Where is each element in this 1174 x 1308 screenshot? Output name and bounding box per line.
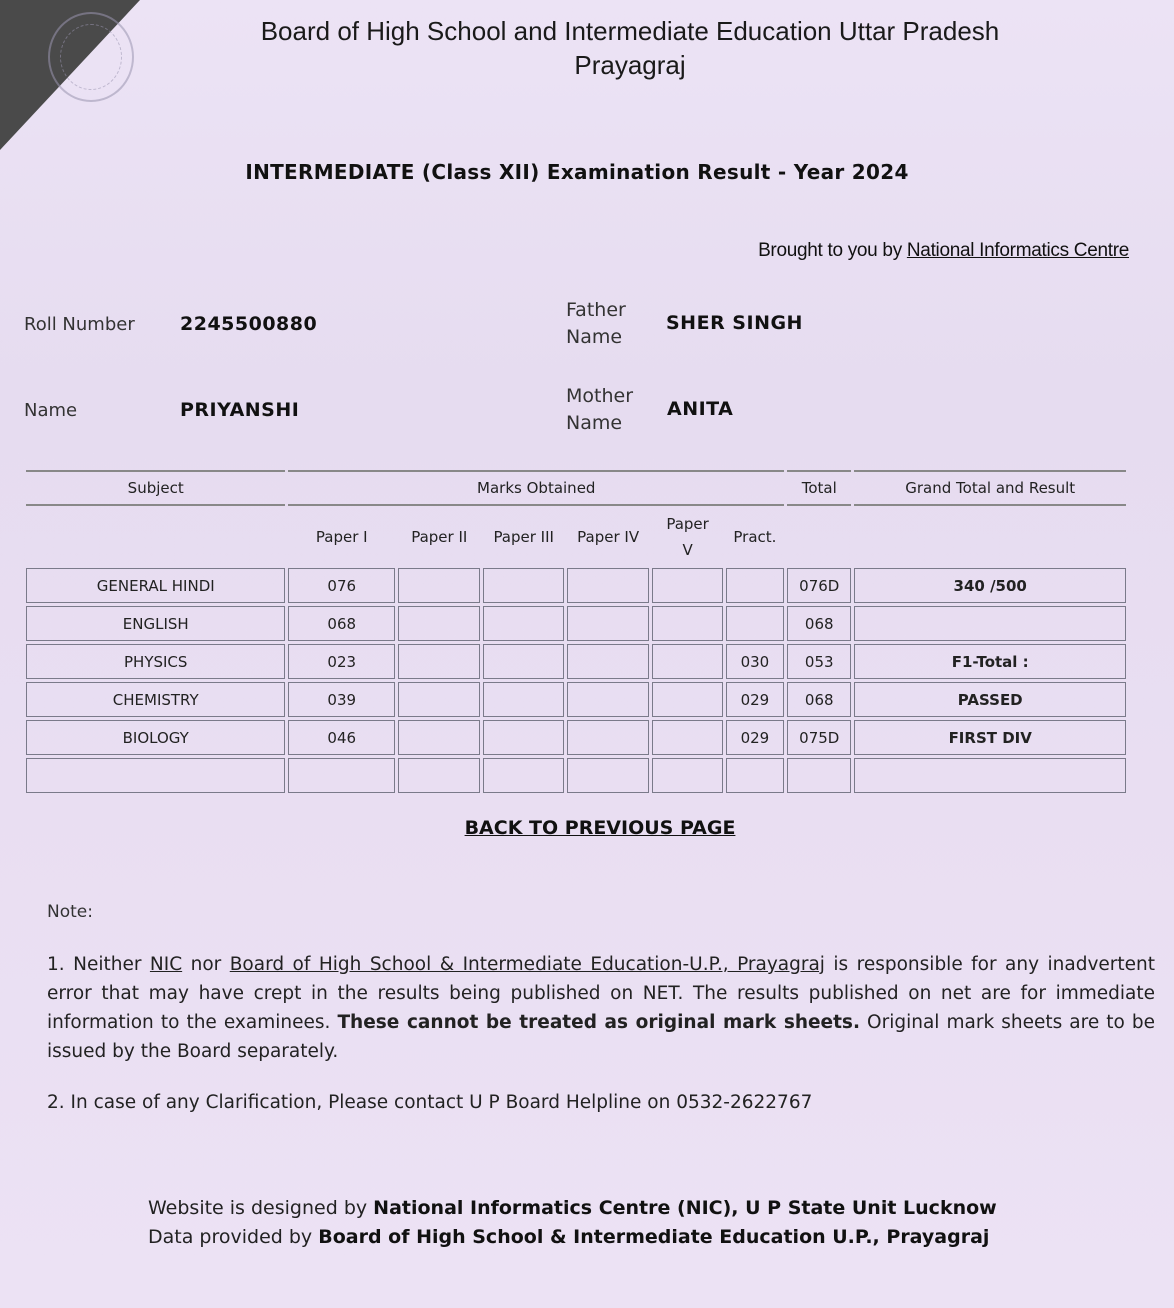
cell-pract bbox=[726, 606, 784, 641]
cell-p2 bbox=[398, 720, 480, 755]
header-marks-obtained: Marks Obtained bbox=[288, 470, 784, 506]
cell-total: 053 bbox=[787, 644, 851, 679]
cell-subject: GENERAL HINDI bbox=[26, 568, 285, 603]
table-row bbox=[26, 758, 1126, 793]
cell-total: 068 bbox=[787, 606, 851, 641]
cell-p3 bbox=[483, 758, 563, 793]
cell-pract bbox=[726, 758, 784, 793]
board-reference: Board of High School & Intermediate Education-U.P., Prayagraj bbox=[229, 954, 825, 975]
mother-name-label: Mother Name bbox=[566, 385, 634, 434]
footer-line-1: Website is designed by National Informatics Centre (NIC), U P State Unit Lucknow bbox=[148, 1197, 997, 1219]
footer-line-2: Data provided by Board of High School & Intermediate Education U.P., Prayagraj bbox=[148, 1226, 990, 1248]
cell-subject: BIOLOGY bbox=[26, 720, 285, 755]
cell-pract: 029 bbox=[726, 720, 784, 755]
cell-p1 bbox=[288, 758, 395, 793]
subheader-paper-3: Paper III bbox=[493, 528, 554, 546]
cell-p2 bbox=[398, 568, 480, 603]
father-name-label: Father Name bbox=[566, 299, 626, 348]
header-total: Total bbox=[787, 470, 851, 506]
board-name: Board of High School and Intermediate Education Uttar Pradesh bbox=[260, 16, 1000, 46]
cell-total: 076D bbox=[787, 568, 851, 603]
table-row bbox=[26, 720, 1126, 755]
subheader-paper-2: Paper II bbox=[411, 528, 468, 546]
back-to-previous-page-link[interactable]: BACK TO PREVIOUS PAGE bbox=[464, 817, 736, 839]
cell-subject: ENGLISH bbox=[26, 606, 285, 641]
subheader-paper-4: Paper IV bbox=[577, 528, 640, 546]
cell-p4 bbox=[567, 644, 649, 679]
name-label: Name bbox=[24, 400, 78, 421]
cell-grand: F1-Total : bbox=[854, 644, 1126, 679]
cell-p1: 023 bbox=[288, 644, 395, 679]
cell-p4 bbox=[567, 758, 649, 793]
name-value: PRIYANSHI bbox=[180, 399, 300, 421]
cell-p3 bbox=[483, 568, 563, 603]
note-1-warning: These cannot be treated as original mark sheets. bbox=[337, 1012, 860, 1033]
cell-subject bbox=[26, 758, 285, 793]
cell-pract: 029 bbox=[726, 682, 784, 717]
cell-grand bbox=[854, 758, 1126, 793]
nic-reference: NIC bbox=[149, 954, 183, 975]
cell-pract: 030 bbox=[726, 644, 784, 679]
cell-p1: 068 bbox=[288, 606, 395, 641]
cell-p5 bbox=[652, 758, 722, 793]
cell-p4 bbox=[567, 606, 649, 641]
table-header-row bbox=[26, 470, 1126, 506]
table-subheader-row bbox=[26, 509, 1126, 565]
table-row bbox=[26, 682, 1126, 717]
cell-grand: 340 /500 bbox=[854, 568, 1126, 603]
cell-subject: CHEMISTRY bbox=[26, 682, 285, 717]
cell-p5 bbox=[652, 568, 722, 603]
cell-p4 bbox=[567, 568, 649, 603]
cell-p1: 039 bbox=[288, 682, 395, 717]
cell-total: 075D bbox=[787, 720, 851, 755]
cell-p1: 046 bbox=[288, 720, 395, 755]
footer bbox=[148, 1194, 1068, 1252]
note-1: 1. Neither NIC nor Board of High School & Intermediate Education-U.P., Prayagraj is responsible for any inadvertent error that may have crept in the results being published on NET. The results published on net are for immediate information to the examinees. These cannot be treated as original mark sheets. Original mark sheets are to be issued by the Board separately. bbox=[47, 954, 1156, 1062]
mother-name-value: ANITA bbox=[667, 398, 734, 420]
table-row bbox=[26, 568, 1126, 603]
note-2: 2. In case of any Clarification, Please contact U P Board Helpline on 0532-2622767 bbox=[47, 1092, 813, 1113]
brought-prefix: Brought to you by bbox=[758, 240, 902, 261]
cell-p5 bbox=[652, 644, 722, 679]
note-heading: Note: bbox=[47, 902, 93, 922]
header-subject: Subject bbox=[26, 470, 285, 506]
board-city: Prayagraj bbox=[574, 50, 686, 80]
subheader-paper-1: Paper I bbox=[315, 528, 368, 546]
cell-pract bbox=[726, 568, 784, 603]
cell-total bbox=[787, 758, 851, 793]
cell-p2 bbox=[398, 758, 480, 793]
cell-p5 bbox=[652, 720, 722, 755]
cell-grand: FIRST DIV bbox=[854, 720, 1126, 755]
roll-number-value: 2245500880 bbox=[180, 313, 318, 335]
cell-p4 bbox=[567, 720, 649, 755]
cell-p5 bbox=[652, 682, 722, 717]
roll-number-label: Roll Number bbox=[24, 314, 135, 335]
cell-p3 bbox=[483, 682, 563, 717]
cell-total: 068 bbox=[787, 682, 851, 717]
brought-by bbox=[758, 240, 1129, 262]
cell-grand bbox=[854, 606, 1126, 641]
father-name-value: SHER SINGH bbox=[666, 312, 803, 334]
marks-table bbox=[23, 467, 1129, 796]
table-row bbox=[26, 644, 1126, 679]
cell-p3 bbox=[483, 606, 563, 641]
nic-link[interactable]: National Informatics Centre bbox=[906, 240, 1129, 261]
cell-p4 bbox=[567, 682, 649, 717]
table-row bbox=[26, 606, 1126, 641]
header-grand-total: Grand Total and Result bbox=[854, 470, 1126, 506]
cell-p1: 076 bbox=[288, 568, 395, 603]
cell-p5 bbox=[652, 606, 722, 641]
cell-p2 bbox=[398, 606, 480, 641]
cell-grand: PASSED bbox=[854, 682, 1126, 717]
exam-title: INTERMEDIATE (Class XII) Examination Result - Year 2024 bbox=[245, 160, 909, 184]
board-heading bbox=[200, 14, 1060, 82]
seal-stamp-icon bbox=[48, 12, 134, 102]
cell-p2 bbox=[398, 644, 480, 679]
cell-subject: PHYSICS bbox=[26, 644, 285, 679]
cell-p3 bbox=[483, 644, 563, 679]
cell-p3 bbox=[483, 720, 563, 755]
cell-p2 bbox=[398, 682, 480, 717]
subheader-paper-5: Paper V bbox=[666, 515, 709, 559]
subheader-practical: Pract. bbox=[733, 528, 777, 546]
